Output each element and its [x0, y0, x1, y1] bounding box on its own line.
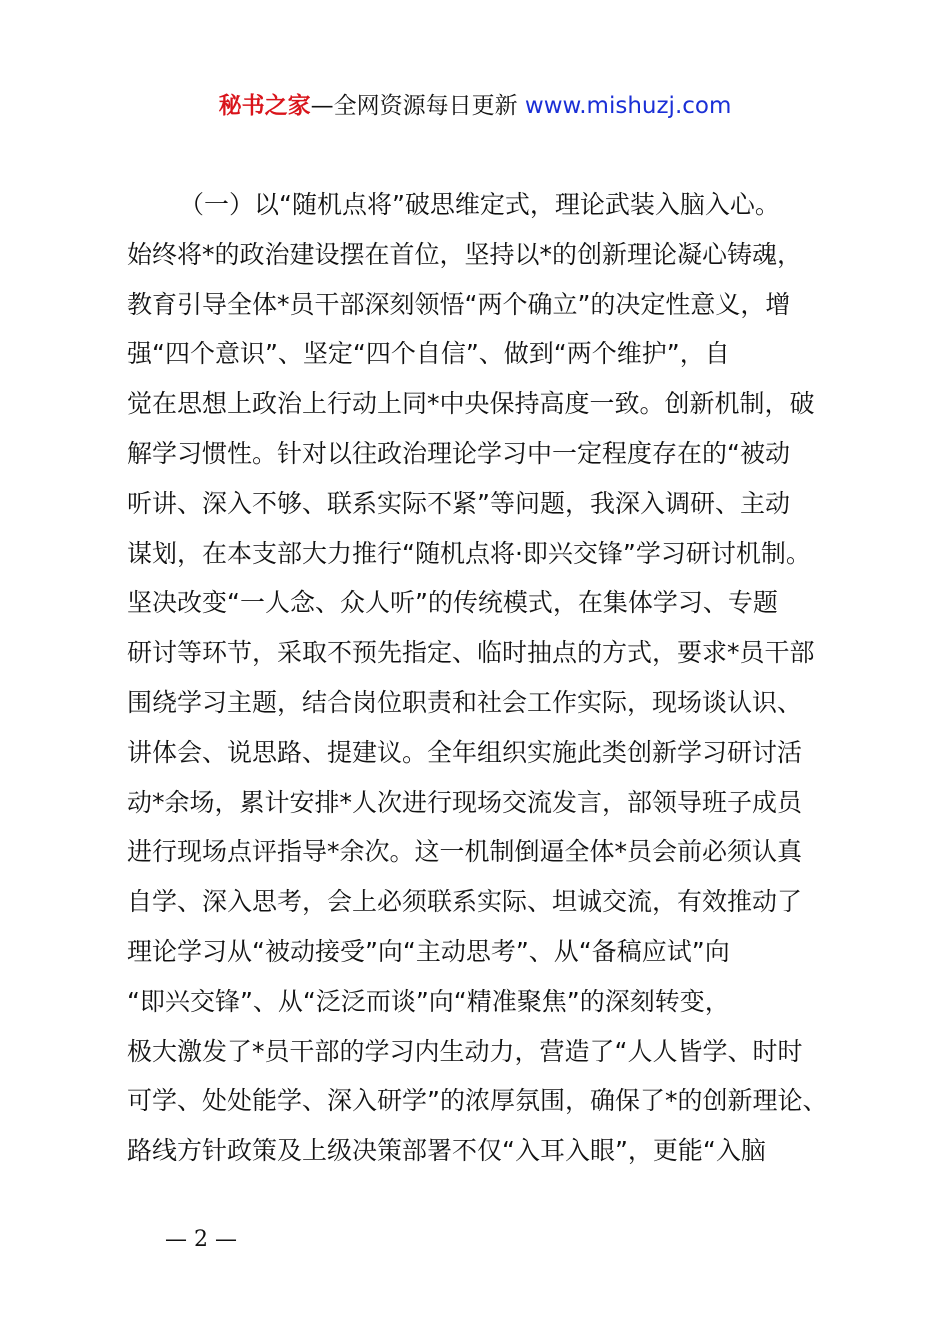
paragraph-line: 听讲、深入不够、联系实际不紧”等问题，我深入调研、主动: [127, 488, 790, 518]
paragraph-line: 进行现场点评指导*余次。这一机制倒逼全体*员会前必须认真: [127, 837, 803, 867]
page-number: — 2 —: [165, 1227, 237, 1252]
paragraph-line: 极大激发了*员干部的学习内生动力，营造了“人人皆学、时时: [127, 1036, 803, 1066]
paragraph-line: 谋划，在本支部大力推行“随机点将·即兴交锋”学习研讨机制。: [127, 538, 811, 568]
paragraph-line: （一）以“随机点将”破思维定式，理论武装入脑入心。: [179, 190, 780, 219]
website-link[interactable]: www.mishuzj.com: [524, 93, 732, 119]
paragraph-line: 始终将*的政治建设摆在首位，坚持以*的创新理论凝心铸魂，: [127, 239, 803, 269]
paragraph-line: 理论学习从“被动接受”向“主动思考”、从“备稿应试”向: [127, 936, 730, 966]
body-paragraph: [127, 180, 837, 1176]
paragraph-line: 围绕学习主题，结合岗位职责和社会工作实际，现场谈认识、: [127, 687, 803, 717]
paragraph-line: 强“四个意识”、坚定“四个自信”、做到“两个维护”，自: [127, 339, 730, 369]
paragraph-line: 路线方针政策及上级决策部署不仅“入耳入眼”，更能“入脑: [127, 1136, 766, 1166]
paragraph-line: 可学、处处能学、深入研学”的浓厚氛围，确保了*的创新理论、: [127, 1086, 828, 1116]
paragraph-line: 讲体会、说思路、提建议。全年组织实施此类创新学习研讨活: [127, 737, 803, 767]
paragraph-line: 自学、深入思考，会上必须联系实际、坦诚交流，有效推动了: [127, 887, 803, 917]
paragraph-line: 动*余场，累计安排*人次进行现场交流发言，部领导班子成员: [127, 787, 803, 817]
paragraph-line: 研讨等环节，采取不预先指定、临时抽点的方式，要求*员干部: [127, 638, 815, 668]
brand-name: 秘书之家: [218, 93, 311, 119]
paragraph-line: 教育引导全体*员干部深刻领悟“两个确立”的决定性意义，增: [127, 289, 791, 319]
paragraph-line: 觉在思想上政治上行动上同*中央保持高度一致。创新机制，破: [127, 389, 815, 419]
paragraph-line: “即兴交锋”、从“泛泛而谈”向“精准聚焦”的深刻转变，: [127, 986, 730, 1016]
paragraph-line: 解学习惯性。针对以往政治理论学习中一定程度存在的“被动: [127, 438, 790, 468]
header-slogan: —全网资源每日更新: [310, 93, 518, 119]
paragraph-line: 坚决改变“一人念、众人听”的传统模式，在集体学习、专题: [127, 588, 778, 618]
watermark-header: [0, 86, 950, 126]
